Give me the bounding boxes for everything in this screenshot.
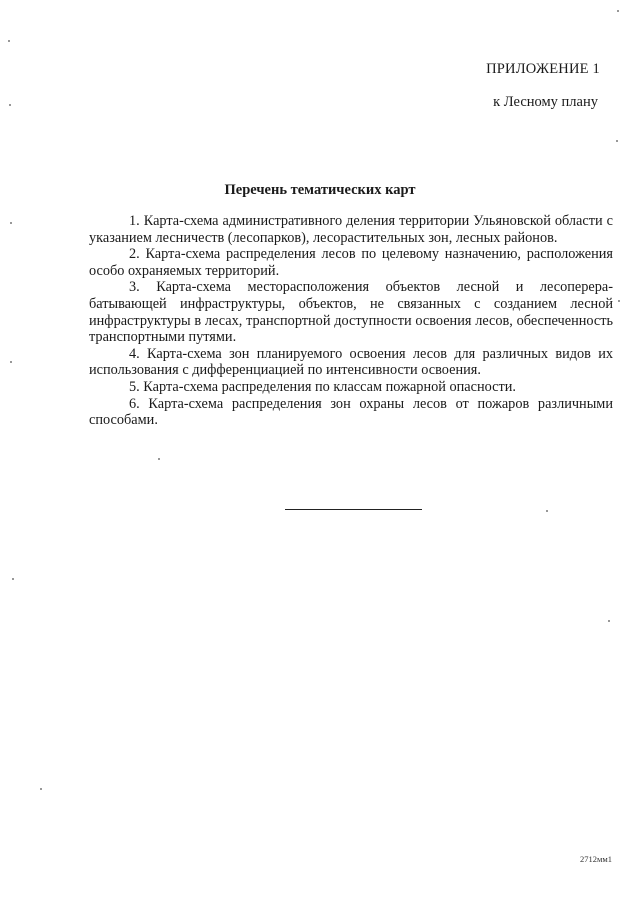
appendix-subheading: к Лесному плану <box>493 94 598 110</box>
scan-speck <box>10 222 12 224</box>
scan-speck <box>40 788 42 790</box>
scan-speck <box>9 104 11 106</box>
document-title: Перечень тематических карт <box>224 182 416 198</box>
scan-speck <box>10 361 12 363</box>
thematic-maps-list <box>89 213 613 429</box>
document-code: 2712мм1 <box>579 854 612 864</box>
list-item: 1. Карта-схема административного деления территории Ульяновской области с указанием лесничеств (лесопарков), лесорастительных зон, лесных районов. <box>89 213 613 246</box>
scan-speck <box>617 10 619 12</box>
list-item: 2. Карта-схема распределения лесов по целевому назначению, расположения особо охраняемых территорий. <box>89 246 613 279</box>
list-item: 5. Карта-схема распределения по классам пожарной опасности. <box>129 378 516 395</box>
appendix-heading: ПРИЛОЖЕНИЕ 1 <box>486 61 600 77</box>
list-item: 6. Карта-схема распределения зон охраны лесов от пожаров различными способами. <box>89 395 613 429</box>
scan-speck <box>618 300 620 302</box>
scan-speck <box>616 140 618 142</box>
scan-speck <box>158 458 160 460</box>
scan-speck <box>546 510 548 512</box>
closing-rule <box>285 509 422 510</box>
list-item: 4. Карта-схема зон планируемого освоения лесов для различных видов их использования с дифференциацией по интенсивности освоения. <box>89 345 613 379</box>
scan-speck <box>12 578 14 580</box>
scan-speck <box>8 40 10 42</box>
list-item: 3. Карта-схема месторасположения объектов лесной и лесоперера-батывающей инфраструктуры, объектов, не связанных с созданием лесной инфраструктуры в лесах, транспортной доступности освоения лесов, обеспеченность транспортными путями. <box>89 279 613 346</box>
scan-speck <box>608 620 610 622</box>
